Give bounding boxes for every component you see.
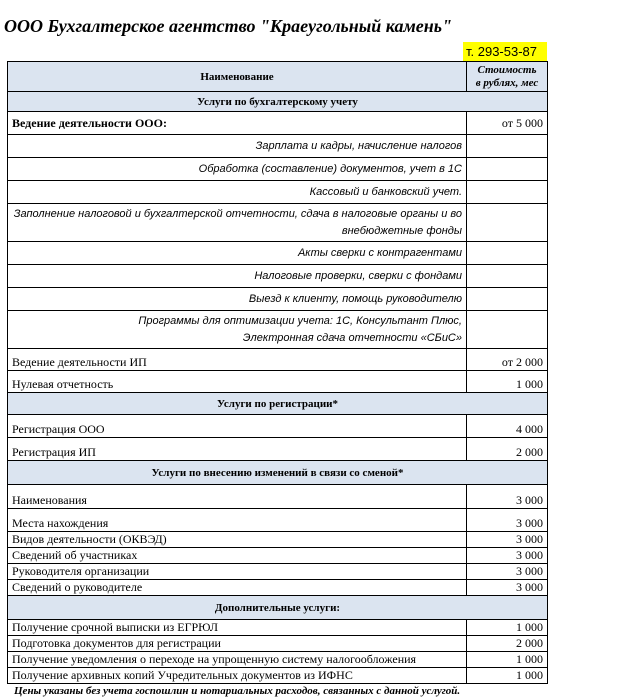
subservice-item: Заполнение налоговой и бухгалтерской отчетности, сдача в налоговые органы и во внебюджетные фонды <box>8 204 467 242</box>
row-name-change: Сведений об участниках <box>8 548 467 564</box>
row-name-change: Руководителя организации <box>8 564 467 580</box>
row-price-change: 3 000 <box>467 548 548 564</box>
row-price-reg-ooo: 4 000 <box>467 415 548 438</box>
column-header-name: Наименование <box>8 62 467 92</box>
row-name-ip: Ведение деятельности ИП <box>8 349 467 371</box>
row-price-additional: 2 000 <box>467 636 548 652</box>
subservice-item: Обработка (составление) документов, учет в 1С <box>8 158 467 181</box>
row-price-change: 3 000 <box>467 485 548 509</box>
row-price-additional: 1 000 <box>467 668 548 684</box>
row-price-change: 3 000 <box>467 509 548 532</box>
price-table <box>7 61 547 684</box>
section-registration: Услуги по регистрации* <box>8 393 548 415</box>
column-header-cost <box>467 62 548 92</box>
cost-header-line2: в рублях, мес <box>475 76 539 89</box>
row-name-additional: Получение уведомления о переходе на упрощенную систему налогообложения <box>8 652 467 668</box>
row-name-additional: Получение архивных копий Учредительных документов из ИФНС <box>8 668 467 684</box>
row-price-additional: 1 000 <box>467 620 548 636</box>
row-price-change: 3 000 <box>467 564 548 580</box>
row-price-change: 3 000 <box>467 580 548 596</box>
row-price-zero: 1 000 <box>467 371 548 393</box>
footer-note: Цены указаны без учета госпошлин и нотариальных расходов, связанных с данной услугой. <box>14 685 461 697</box>
subservice-item: Кассовый и банковский учет. <box>8 181 467 204</box>
subservice-item: Программы для оптимизации учета: 1С, Консультант Плюс, Электронная сдача отчетности «СБиС» <box>8 311 467 349</box>
row-price-change: 3 000 <box>467 532 548 548</box>
row-price-ooo: от 5 000 <box>467 112 548 135</box>
row-name-additional: Получение срочной выписки из ЕГРЮЛ <box>8 620 467 636</box>
row-name-zero: Нулевая отчетность <box>8 371 467 393</box>
row-price-reg-ip: 2 000 <box>467 438 548 461</box>
row-name-reg-ip: Регистрация ИП <box>8 438 467 461</box>
subservice-item: Налоговые проверки, сверки с фондами <box>8 265 467 288</box>
row-name-ooo: Ведение деятельности ООО: <box>8 112 467 135</box>
section-additional: Дополнительные услуги: <box>8 596 548 620</box>
subservice-item: Выезд к клиенту, помощь руководителю <box>8 288 467 311</box>
section-changes: Услуги по внесению изменений в связи со сменой* <box>8 461 548 485</box>
row-price-ip: от 2 000 <box>467 349 548 371</box>
subservice-item: Акты сверки с контрагентами <box>8 242 467 265</box>
row-name-additional: Подготовка документов для регистрации <box>8 636 467 652</box>
row-name-change: Места нахождения <box>8 509 467 532</box>
subservice-item: Зарплата и кадры, начисление налогов <box>8 135 467 158</box>
company-title: ООО Бухгалтерское агентство "Краеугольный камень" <box>4 16 452 36</box>
cost-header-line1: Стоимость <box>477 63 537 76</box>
row-name-change: Сведений о руководителе <box>8 580 467 596</box>
row-name-change: Наименования <box>8 485 467 509</box>
row-name-change: Видов деятельности (ОКВЭД) <box>8 532 467 548</box>
row-price-additional: 1 000 <box>467 652 548 668</box>
row-name-reg-ooo: Регистрация ООО <box>8 415 467 438</box>
phone-number: т. 293-53-87 <box>463 42 547 61</box>
section-accounting: Услуги по бухгалтерскому учету <box>8 92 548 112</box>
